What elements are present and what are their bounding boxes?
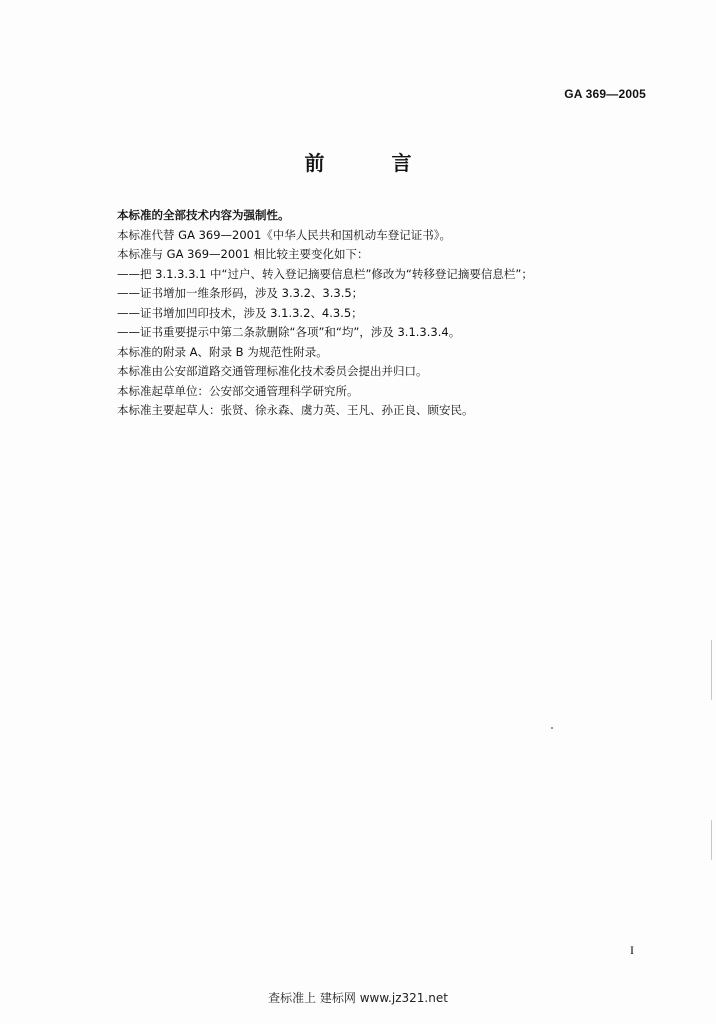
body-line: 本标准起草单位：公安部交通管理科学研究所。 (117, 383, 359, 398)
body-line: 本标准与 GA 369—2001 相比较主要变化如下： (117, 247, 369, 261)
scan-speck (551, 727, 553, 729)
body-line: 本标准主要起草人：张贤、徐永森、虞力英、王凡、孙正良、顾安民。 (117, 403, 474, 417)
foreword-body (117, 206, 597, 421)
body-line: 本标准代替 GA 369—2001《中华人民共和国机动车登记证书》。 (117, 227, 452, 242)
body-line: ——证书增加凹印技术，涉及 3.1.3.2、4.3.5； (117, 305, 363, 320)
standard-code: GA 369—2005 (564, 87, 646, 101)
body-line: 本标准由公安部道路交通管理标准化技术委员会提出并归口。 (117, 364, 428, 378)
scan-edge-mark (711, 640, 712, 700)
scan-edge-mark (711, 820, 712, 860)
page-title: 前 言 (304, 151, 442, 175)
body-line: 本标准的附录 A、附录 B 为规范性附录。 (117, 344, 328, 359)
watermark-text: 查标准上 建标网 www.jz321.net (268, 991, 448, 1005)
body-line: ——把 3.1.3.3.1 中“过户、转入登记摘要信息栏”修改为“转移登记摘要信息栏”； (117, 266, 533, 281)
body-line: 本标准的全部技术内容为强制性。 (117, 208, 290, 222)
page-number: I (630, 943, 634, 957)
body-line: ——证书重要提示中第二条款删除“各项”和“均”，涉及 3.1.3.3.4。 (117, 325, 461, 339)
body-line: ——证书增加一维条形码，涉及 3.3.2、3.3.5； (117, 286, 364, 300)
